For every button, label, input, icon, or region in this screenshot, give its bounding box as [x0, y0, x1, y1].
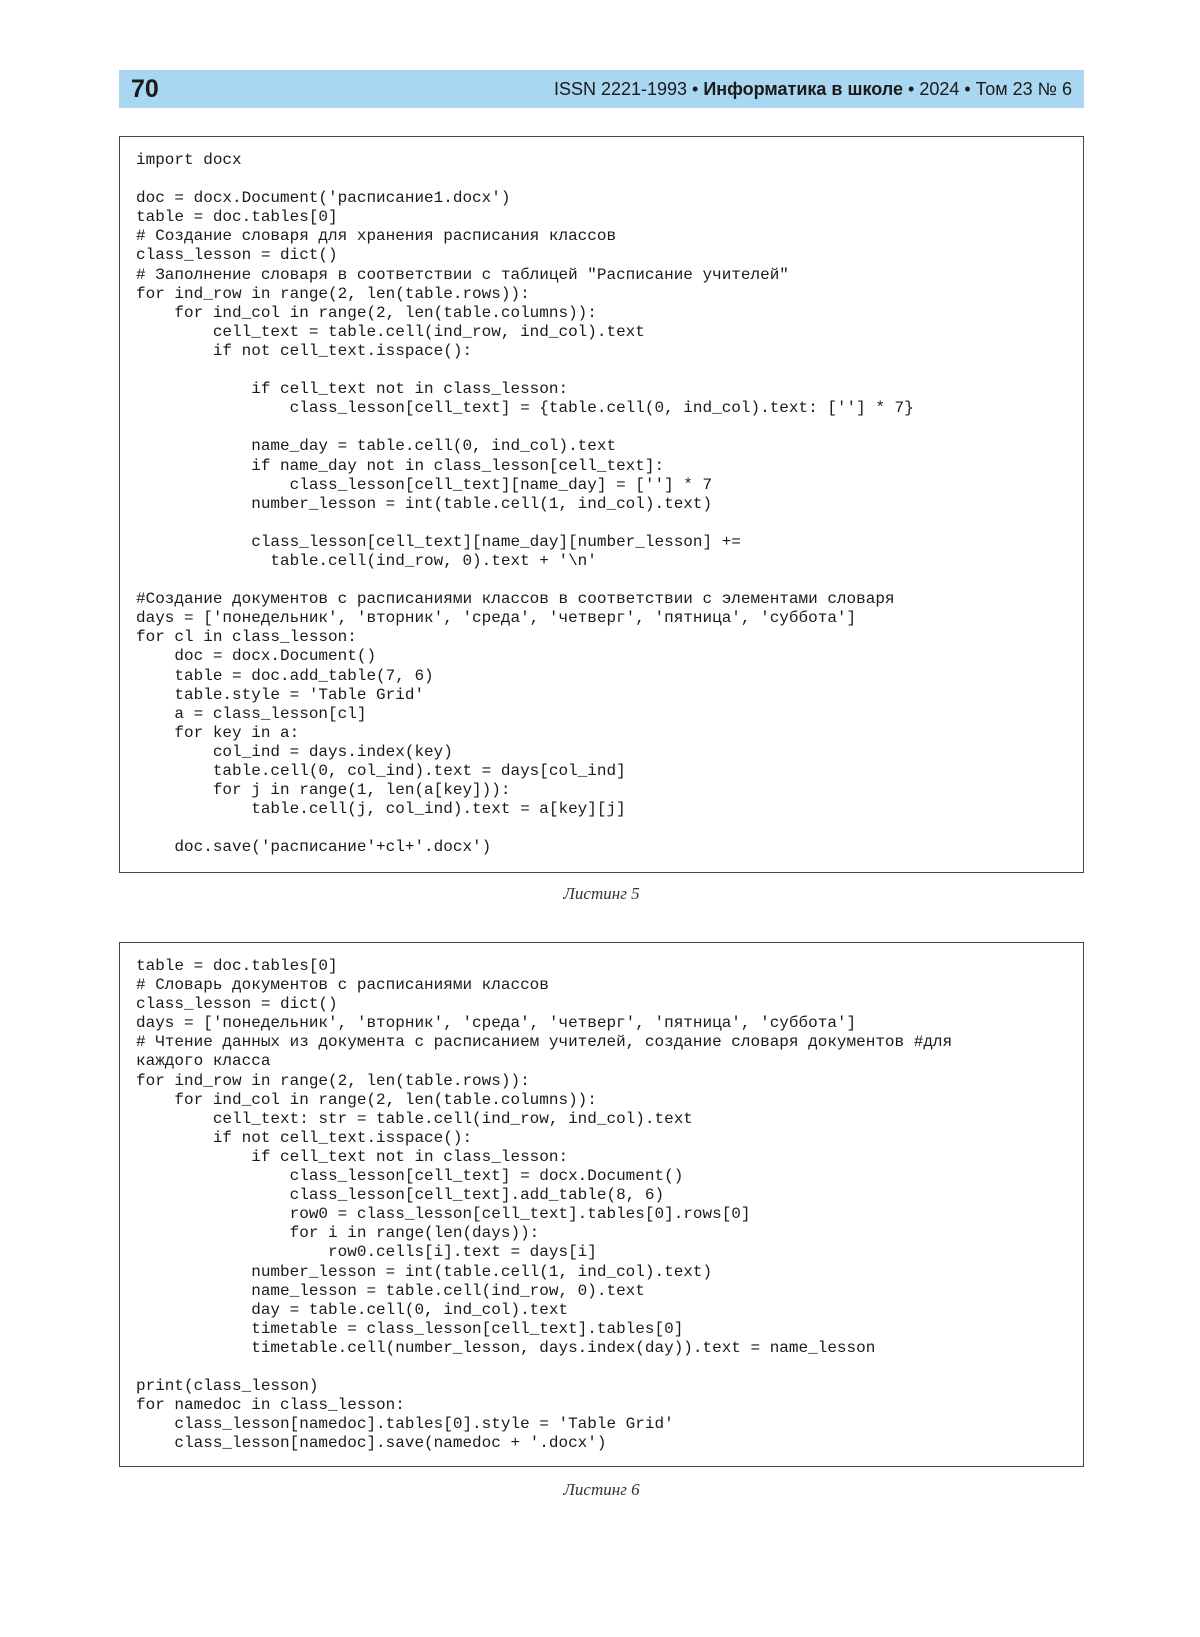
listing-5-caption: Листинг 5	[563, 884, 640, 903]
listing-6-box	[119, 942, 1084, 1467]
issn-text: ISSN 2221-1993 •	[553, 78, 704, 99]
listing-6-code: table = doc.tables[0] # Словарь документов с расписаниями классов class_lesson = dict() days = ['понедельник', 'вторник', 'среда', 'четверг', 'пятница', 'суббота'] # Чтение данных из документа с расписанием учителей, создание словаря документов #для каждого класса for ind_row in range(2, len(table.rows)): for ind_col in range(2, len(table.columns)): cell_text: str = table.cell(ind_row, ind_col).text if not cell_text.isspace(): if cell_text not in class_lesson: class_lesson[cell_text] = docx.Document() class_lesson[cell_text].add_table(8, 6) row0 = class_lesson[cell_text].tables[0].rows[0] for i in range(len(days)): row0.cells[i].text = days[i] number_lesson = int(table.cell(1, ind_col).text) name_lesson = table.cell(ind_row, 0).text day = table.cell(0, ind_col).text timetable = class_lesson[cell_text].tables[0] timetable.cell(number_lesson, days.index(day)).text = name_lesson print(class_lesson) for namedoc in class_lesson: class_lesson[namedoc].tables[0].style = 'Table Grid' class_lesson[namedoc].save(namedoc + '.docx')	[136, 957, 953, 1453]
listing-5-box	[119, 136, 1084, 873]
page-number: 70	[131, 74, 159, 103]
journal-title: Информатика в школе	[703, 78, 904, 99]
journal-info	[554, 79, 1072, 100]
issue-text: • 2024 • Том 23 № 6	[903, 78, 1072, 99]
listing-6-caption: Листинг 6	[563, 1480, 640, 1499]
running-header	[119, 70, 1084, 108]
listing-5-code: import docx doc = docx.Document('расписание1.docx') table = doc.tables[0] # Создание словаря для хранения расписания классов class_lesson = dict() # Заполнение словаря в соответствии с таблицей "Расписание учителей" for ind_row in range(2, len(table.rows)): for ind_col in range(2, len(table.columns)): cell_text = table.cell(ind_row, ind_col).text if not cell_text.isspace(): if cell_text not in class_lesson: class_lesson[cell_text] = {table.cell(0, ind_col).text: [''] * 7} name_day = table.cell(0, ind_col).text if name_day not in class_lesson[cell_text]: class_lesson[cell_text][name_day] = [''] * 7 number_lesson = int(table.cell(1, ind_col).text) class_lesson[cell_text][name_day][number_lesson] += table.cell(ind_row, 0).text + '\n' #Создание документов с расписаниями классов в соответствии с элементами словаря days = ['понедельник', 'вторник', 'среда', 'четверг', 'пятница', 'суббота'] for cl in class_lesson: doc = docx.Document() table = doc.add_table(7, 6) table.style = 'Table Grid' a = class_lesson[cl] for key in a: col_ind = days.index(key) table.cell(0, col_ind).text = days[col_ind] for j in range(1, len(a[key])): table.cell(j, col_ind).text = a[key][j] doc.save('расписание'+cl+'.docx')	[136, 151, 914, 857]
